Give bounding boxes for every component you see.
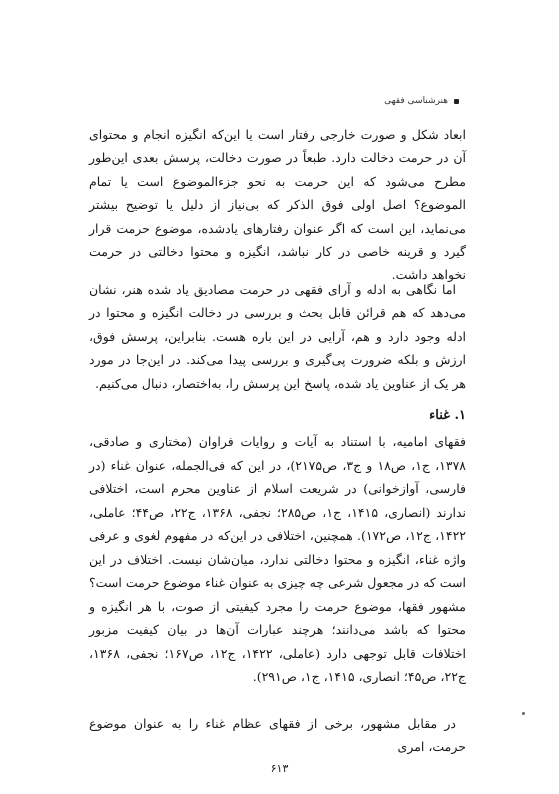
section-paragraph: فقهای امامیه، با استناد به آیات و روایات فراوان (مختاری و صادقی، ۱۳۷۸، ج۱، ص۱۸ و ج۳، ص۲۱۷۵)، در این که فی‌الجمله، عنوان غناء (در فارسی، آوازخوانی) در شریعت اسلام از عناوین محرم است، اختلافی ندارند (انصاری، ۱۴۱۵، ج۱، ص۲۸۵؛ نجفی، ۱۳۶۸، ج۲۲، ص۴۴؛ عاملی، ۱۴۲۲، ج۱۲، ص۱۷۲). همچنین، اختلافی در این‌که در مفهوم لغوی و عرفی واژه غناء، انگیزه و محتوا دخالتی ندارد، میان‌شان نیست. اختلاف در این است که در مجعول شرعی چه چیزی به عنوان غناء موضوع حرمت است؟ مشهور فقها، موضوع حرمت را مجرد کیفیتی از صوت، با هر انگیزه و محتوا که باشد می‌دانند؛ هرچند عبارات آن‌ها در بیان کیفیت مزبور اختلافات قابل توجهی دارد (عاملی، ۱۴۲۲، ج۱۲، ص۱۶۷؛ نجفی، ۱۳۶۸، ج۲۲، ص۴۵؛ انصاری، ۱۴۱۵، ج۱، ص۲۹۱). [89,434,467,684]
page-number: ۶۱۳ [270,762,289,775]
margin-mark [522,712,525,715]
paragraph: ابعاد شکل و صورت خارجی رفتار است یا این‌که انگیزه انجام و محتوای آن در حرمت دخالت دارد. طبعاً در صورت دخالت، پرسش بعدی این‌طور مطرح می‌شود که این حرمت به نحو جزء‌الموضوع است یا تمام الموضوع؟ اصل اولی فوق الذکر که بی‌نیاز از دلیل یا توضیح بیشتر می‌نماید، این است که اگر عنوان رفتارهای یادشده، موضوع حرمت قرار گیرد و قرینه خاصی در کار نباشد، انگیزه و محتوا دخالتی در حرمت نخواهد داشت. [89,127,466,283]
paragraph: اما نگاهی به ادله و آرای فقهی در حرمت مصادیق یاد شده هنر، نشان می‌دهد که هم قرائن قابل بحث و بررسی در دخالت انگیزه و محتوا در ادله وجود دارد و هم، آرایی در این باره هست. بنابراین، پرسش فوق، ارزش و بلکه ضرورت پی‌گیری و بررسی پیدا می‌کند. در این‌جا در مورد هر یک از عناوین یاد شده، پاسخ این پرسش را، به‌اختصار، دنبال می‌کنیم. [89,282,466,391]
running-title: هنرشناسی فقهی [384,96,448,106]
continuation-paragraph: در مقابل مشهور، برخی از فقهای عظام غناء را به عنوان موضوع حرمت، امری [89,716,466,755]
section-text-block [89,430,466,689]
section-heading: ۱. غناء [429,408,466,423]
running-header [384,96,459,106]
continuation-text-block [89,712,466,759]
body-text-block [89,278,466,395]
body-text-block [89,123,466,287]
header-bullet-icon [454,99,459,104]
